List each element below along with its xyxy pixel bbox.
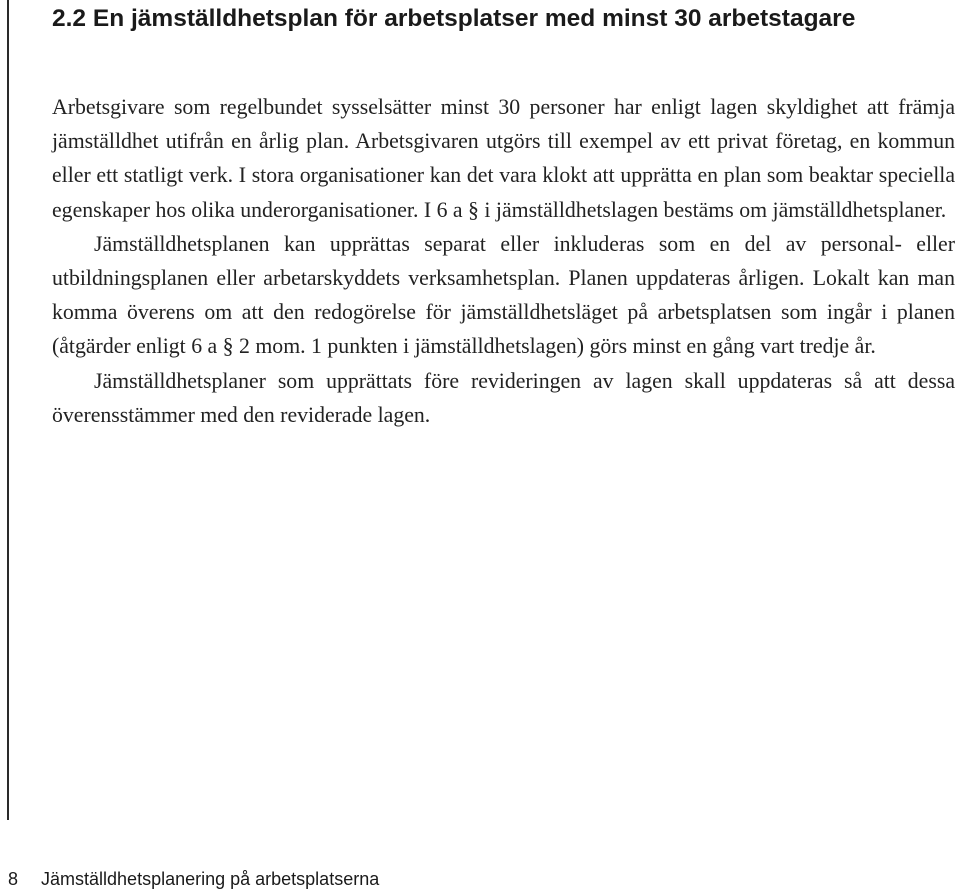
running-title: Jämställdhetsplanering på arbetsplatserna [41,869,380,889]
paragraph-3: Jämställdhetsplaner som upprättats före revideringen av lagen skall uppdateras så att dessa överensstämmer med den reviderade lagen. [52,368,955,427]
page-number: 8 [8,869,19,889]
page-footer [8,868,379,890]
paragraph-1: Arbetsgivare som regelbundet sysselsätter minst 30 personer har enligt lagen skyldighet att främja jämställdhet utifrån en årlig plan. Arbetsgivaren utgörs till exempel av ett privat företag, en kommun eller ett statligt verk. I stora organisationer kan det vara klokt att upprätta en plan som beaktar speciella egenskaper hos olika underorganisationer. I 6 a § i jämställdhetslagen bestäms om jämställdhetsplaner. [52,95,955,222]
section-heading: 2.2 En jämställdhetsplan för arbetsplatser med minst 30 arbetstagare [52,5,856,32]
paragraph-2: Jämställdhetsplanen kan upprättas separat eller inkluderas som en del av personal- eller utbildningsplanen eller arbetarskyddets verksamhetsplan. Planen uppdateras årligen. Lokalt kan man komma överens om att den redogörelse för jämställdhetsläget på arbetsplatsen som ingår i planen (åtgärder enligt 6 a § 2 mom. 1 punkten i jämställdhetslagen) görs minst en gång vart tredje år. [52,231,955,359]
page-margin-rule [7,0,9,820]
section-body [52,90,955,432]
